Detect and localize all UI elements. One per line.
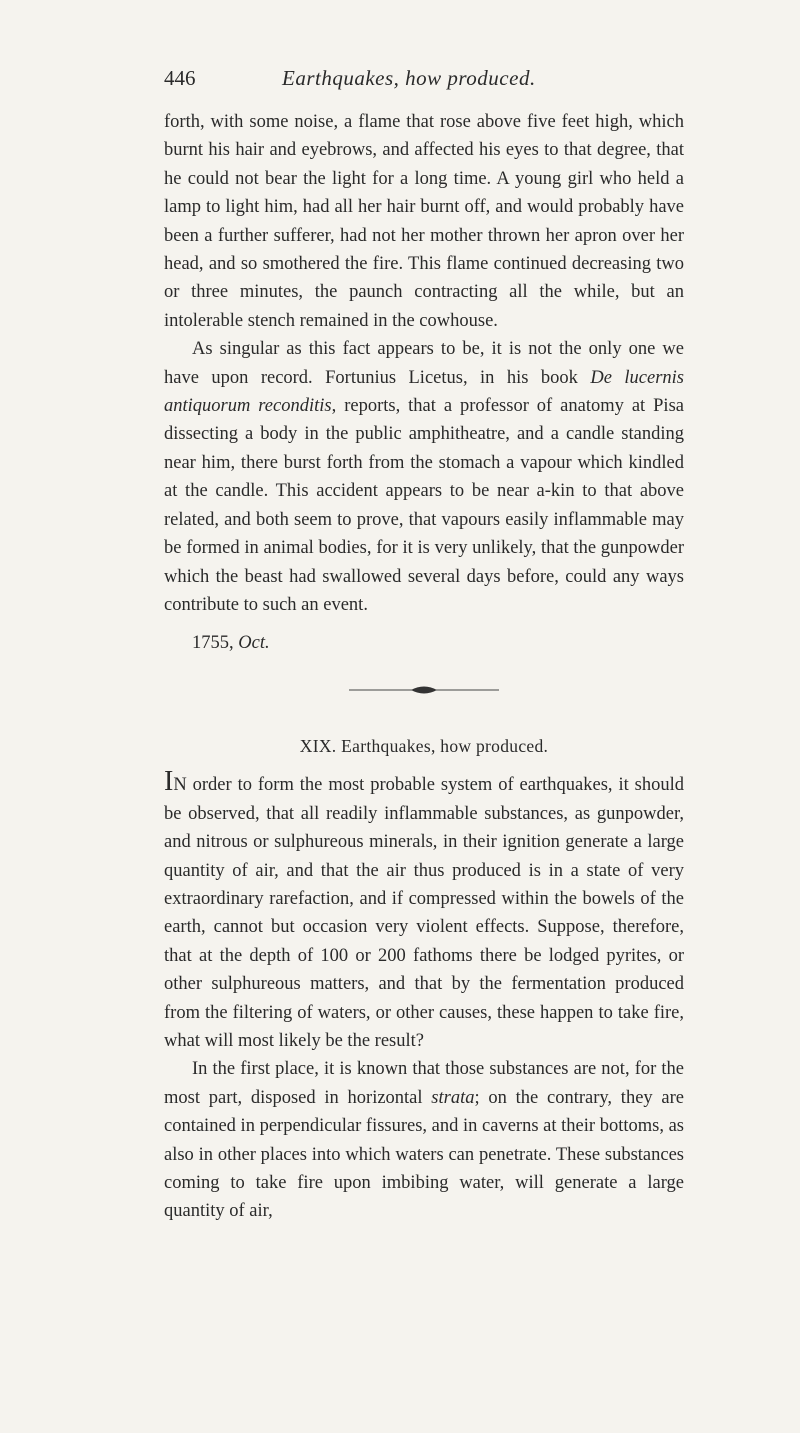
strata-italic: strata — [431, 1087, 475, 1108]
paragraph-earthquake-system-text: N order to form the most probable system of earthquakes, it should be observed, that all readily inflammable substances, as gunpowder, and nitrous or sulphureous minerals, in their ignition generate a large quantity of air, and that the air thus produced is in a state of very extraordinary rarefaction, and if compressed within the bowels of the earth, cannot but occasion very violent effects. Suppose, therefore, that at the depth of 100 or 200 fathoms there be lodged pyrites, or other sulphureous matters, and that by the fermentation produced from the filtering of waters, or other causes, these happen to take fire, what will most likely be the result? — [164, 775, 684, 1051]
paragraph-earthquake-system — [164, 766, 684, 1055]
dateline-year: 1755, — [192, 633, 234, 654]
paragraph-first-place — [164, 1055, 684, 1225]
running-head — [164, 66, 684, 106]
paragraph-first-place-part-b: ; on the contrary, they are contained in perpendicular fissures, and in caverns at their bottoms, as also in other places into which waters can penetrate. These substances coming to take fire upon imbibing water, will generate a large quantity of air, — [164, 1087, 684, 1222]
dateline — [192, 633, 684, 654]
page-number: 446 — [164, 66, 196, 90]
paragraph-licetus-part-b: , reports, that a professor of anatomy at Pisa dissecting a body in the public amphitheatre, and a candle standing near him, there burst forth from the stomach a vapour which kindled at the candle. This accident appears to be near a-kin to that above related, and both seem to prove, that vapours easily inflammable may be formed in animal bodies, for it is very unlikely, that the gunpowder which the beast had swallowed several days before, could any ways contribute to such an event. — [164, 396, 684, 615]
drop-initial: I — [164, 766, 174, 798]
paragraph-licetus — [164, 335, 684, 619]
paragraph-licetus-part-a: As singular as this fact appears to be, it is not the only one we have upon record. Fortunius Licetus, in his book — [164, 339, 684, 388]
paragraph-cowhouse-flame: forth, with some noise, a flame that rose above five feet high, which burnt his hair and eyebrows, and affected his eyes to that degree, that he could not bear the light for a long time. A young girl who held a lamp to light him, had all her hair burnt off, and would probably have been a further sufferer, had not her mother thrown her apron over her head, and so smothered the fire. This flame continued decreasing two or three minutes, the paunch contracting all the while, but an intolerable stench remained in the cowhouse. — [164, 112, 684, 331]
chapter-heading: XIX. Earthquakes, how produced. — [299, 736, 549, 757]
section-divider-ornament — [349, 684, 499, 696]
dateline-month: Oct. — [238, 633, 270, 654]
book-title-italic: De lucernis antiquorum reconditis — [164, 367, 684, 417]
paragraph-first-place-part-a: In the first place, it is known that those substances are not, for the most part, disposed in horizontal — [164, 1059, 684, 1108]
book-page — [164, 0, 684, 1226]
running-title: Earthquakes, how produced. — [282, 66, 536, 90]
